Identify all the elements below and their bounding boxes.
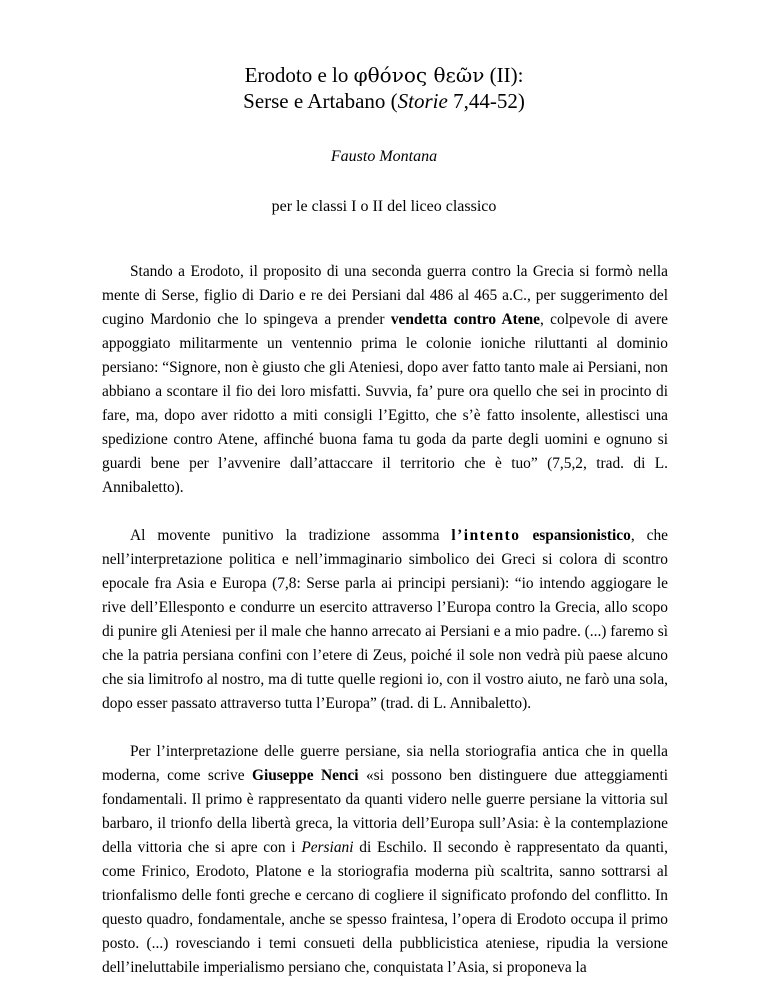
- page-title: [0, 62, 768, 114]
- bold-spaced-phrase: l’intento: [451, 527, 521, 544]
- paragraph-3: Per l’interpretazione delle guerre persiane, sia nella storiografia antica che in quella moderna, come scrive Giuseppe Nenci «si possono ben distinguere due atteggiamenti fondamentali. Il primo è rappresentato da quanti videro nelle guerre persiane la vittoria sul barbaro, il trionfo della libertà greca, la vittoria dell’Europa sull’Asia: è la contemplazione della vittoria che si apre con i Persiani di Eschilo. Il secondo è rappresentato da quanti, come Frinico, Erodoto, Platone e la storiografia moderna più scaltrita, sanno sottrarsi al trionfalismo delle fonti greche e cercano di cogliere il significato profondo del conflitto. In questo quadro, fondamentale, anche se spesso fraintesa, l’opera di Erodoto occupa il primo posto. (...) rovesciando i temi consueti della pubblicistica ateniese, ripudia la versione dell’ineluttabile imperialismo persiano che, conquistata l’Asia, si proponeva la: [102, 743, 668, 976]
- title-line-2: Serse e Artabano (Storie 7,44-52): [243, 89, 525, 113]
- author-name: Fausto Montana: [330, 148, 438, 165]
- bold-phrase: Giuseppe Nenci: [251, 767, 359, 784]
- paragraph-1: Stando a Erodoto, il proposito di una seconda guerra contro la Grecia si formò nella mente di Serse, figlio di Dario e re dei Persiani dal 486 al 465 a.C., per suggerimento del cugino Mardonio che lo spingeva a prender vendetta contro Atene, colpevole di avere appoggiato militarmente un ventennio prima le colonie ioniche riluttanti al dominio persiano: “Signore, non è giusto che gli Ateniesi, dopo aver fatto tanto male ai Persiani, non abbiano a scontare il fio dei loro misfatti. Suvvia, fa’ pure ora quello che sei in procinto di fare, ma, dopo aver ridotto a miti consigli l’Egitto, che s’è fatto insolente, allestisci una spedizione contro Atene, affinché buona fama tu goda da parte degli uomini e ognuno si guardi bene per l’avvenire dall’attaccare il territorio che è tuo” (7,5,2, trad. di L. Annibaletto).: [102, 263, 668, 496]
- paragraph-2: Al movente punitivo la tradizione assomma l’intento espansionistico, che nell’interpretazione politica e nell’immaginario simbolico dei Greci si colora di scontro epocale fra Asia e Europa (7,8: Serse parla ai principi persiani): “io intendo aggiogare le rive dell’Ellesponto e condurre un esercito attraverso l’Europa contro la Grecia, allo scopo di punire gli Ateniesi per il male che hanno arrecato ai Persiani e a mio padre. (...) faremo sì che la patria persiana confini con l’etere di Zeus, poiché il sole non vedrà più paese alcuno che sia limitrofo al nostro, ma di tutte quelle regioni io, con il vostro aiuto, ne farò una sola, dopo esser passato attraverso tutta l’Europa” (trad. di L. Annibaletto).: [102, 527, 668, 712]
- bold-phrase: vendetta contro Atene: [390, 311, 540, 328]
- bold-phrase: espansionistico: [532, 527, 631, 544]
- greek-phrase: φθόνος θεῶν: [353, 63, 485, 87]
- title-line-1: Erodoto e lo φθόνος θεῶν (II):: [244, 63, 524, 87]
- body-text: [102, 260, 668, 980]
- audience-line: per le classi I o II del liceo classico: [271, 198, 497, 215]
- italic-title: Persiani: [301, 839, 354, 856]
